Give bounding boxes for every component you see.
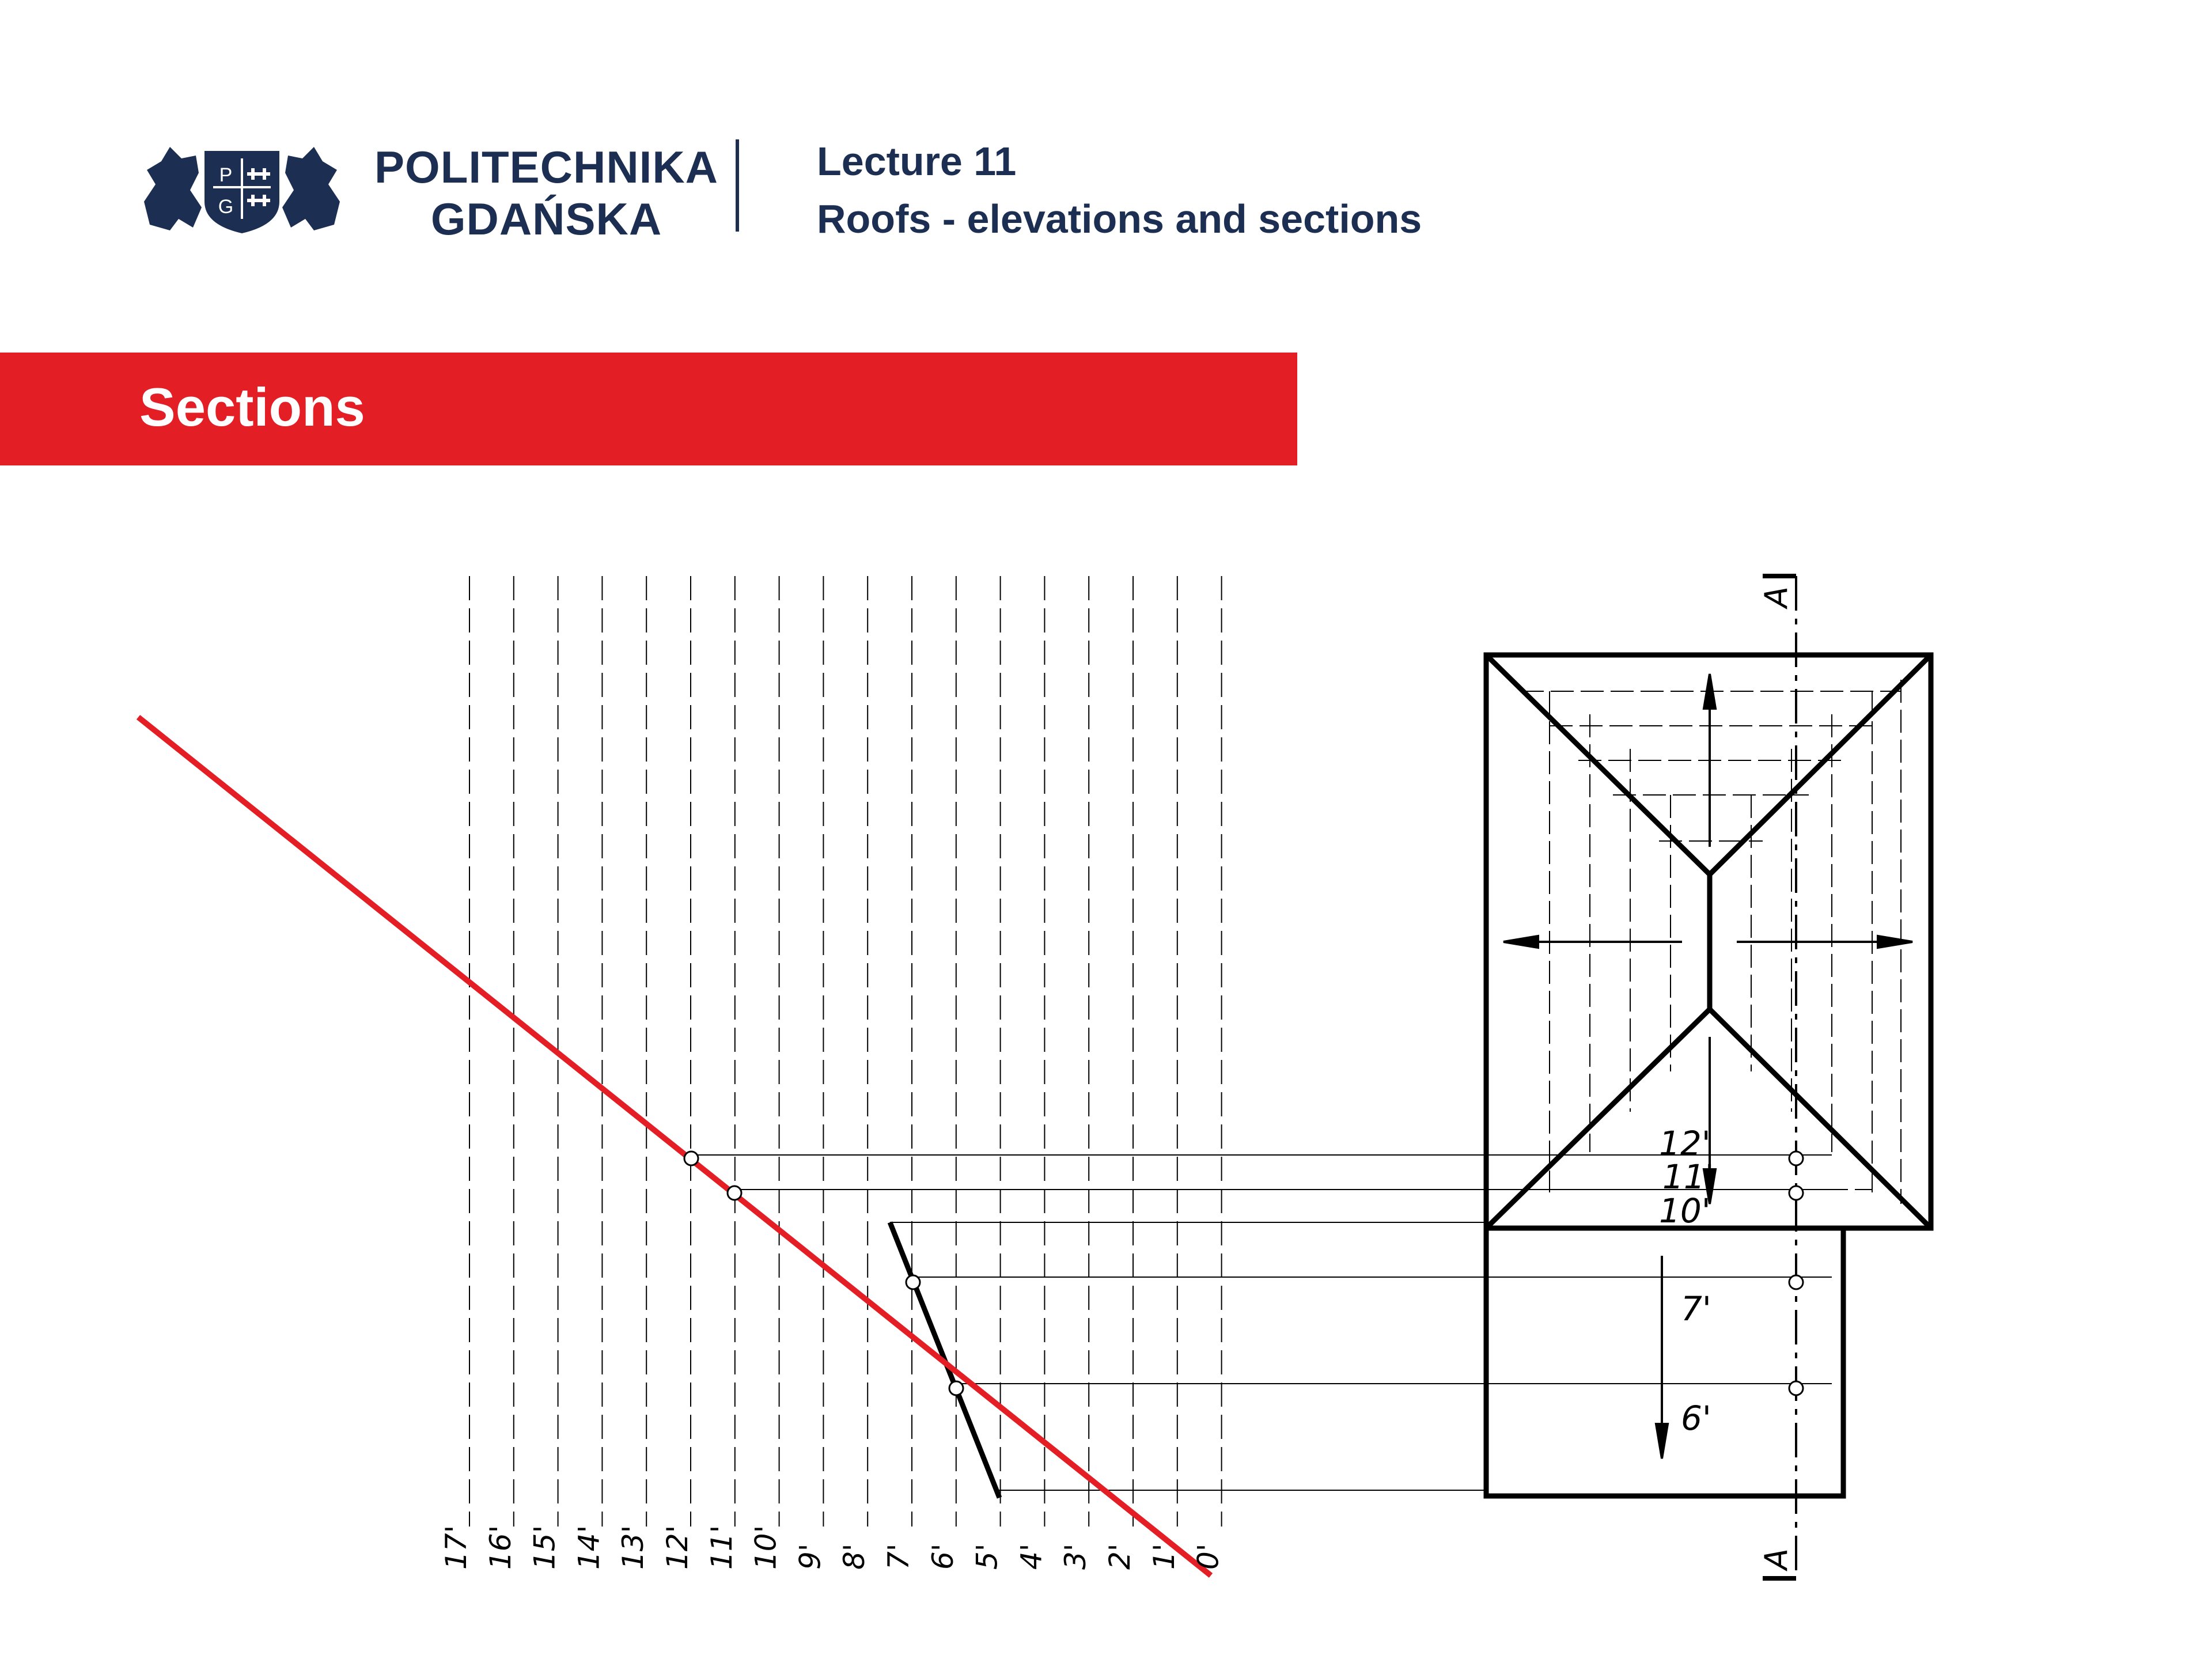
intersection-points bbox=[684, 1152, 1803, 1395]
hip-line-bottom-right bbox=[1710, 1009, 1931, 1228]
crest-letter-p: P bbox=[219, 164, 233, 186]
bottom-level-label: 5' bbox=[970, 1543, 1004, 1570]
lecture-heading bbox=[817, 132, 1422, 248]
bottom-level-label: 6' bbox=[926, 1543, 960, 1570]
hip-line-top-right bbox=[1710, 655, 1931, 874]
university-logo bbox=[138, 132, 766, 244]
red-section-line bbox=[138, 717, 1211, 1575]
plan-label-7: 7' bbox=[1681, 1289, 1711, 1328]
slope-arrows bbox=[1503, 674, 1912, 1459]
bottom-level-label: 8' bbox=[838, 1543, 872, 1570]
bottom-level-label: 12' bbox=[661, 1525, 694, 1570]
lecture-topic: Roofs - elevations and sections bbox=[817, 196, 1422, 241]
brand-line-1: POLITECHNIKA bbox=[374, 142, 718, 192]
bottom-level-label: 15' bbox=[528, 1525, 562, 1570]
crest-letter-g: G bbox=[218, 196, 234, 218]
plan-label-12: 12' bbox=[1659, 1124, 1711, 1163]
roof-section-drawing bbox=[0, 518, 2212, 1647]
banner-title: Sections bbox=[139, 377, 365, 437]
bottom-level-label: 16' bbox=[483, 1525, 517, 1570]
bottom-level-label: 11' bbox=[704, 1525, 738, 1570]
section-label-bottom: A bbox=[1758, 1548, 1794, 1570]
bottom-level-label: 3' bbox=[1059, 1543, 1093, 1570]
plan-level-labels bbox=[1659, 1124, 1714, 1438]
section-label-top: A bbox=[1758, 586, 1794, 608]
wing-outline bbox=[1486, 1228, 1843, 1496]
bottom-level-label: 13' bbox=[616, 1525, 650, 1570]
bottom-level-label: 2' bbox=[1103, 1543, 1137, 1570]
header-divider bbox=[736, 139, 739, 232]
bottom-level-label: 1' bbox=[1147, 1543, 1181, 1570]
bottom-level-label: 7' bbox=[882, 1543, 915, 1570]
plan-label-6: 6' bbox=[1681, 1399, 1711, 1438]
lecture-number: Lecture 11 bbox=[817, 139, 1017, 184]
university-name bbox=[374, 141, 718, 245]
bottom-level-label: 17' bbox=[440, 1525, 473, 1570]
brand-line-2: GDAŃSKA bbox=[430, 194, 662, 244]
bottom-level-label: 4' bbox=[1014, 1543, 1048, 1570]
hip-line-top-left bbox=[1486, 655, 1710, 874]
bottom-level-label: 9' bbox=[793, 1543, 827, 1570]
crest-icon bbox=[138, 138, 346, 233]
plan-label-10: 10' bbox=[1659, 1191, 1711, 1230]
section-banner bbox=[0, 353, 1297, 465]
bottom-level-label: 0' bbox=[1191, 1543, 1225, 1570]
bottom-level-labels bbox=[440, 1525, 1225, 1570]
plan-label-11: 11' bbox=[1662, 1157, 1714, 1196]
bottom-level-label: 14' bbox=[572, 1525, 606, 1570]
bottom-level-label: 10' bbox=[749, 1525, 783, 1570]
